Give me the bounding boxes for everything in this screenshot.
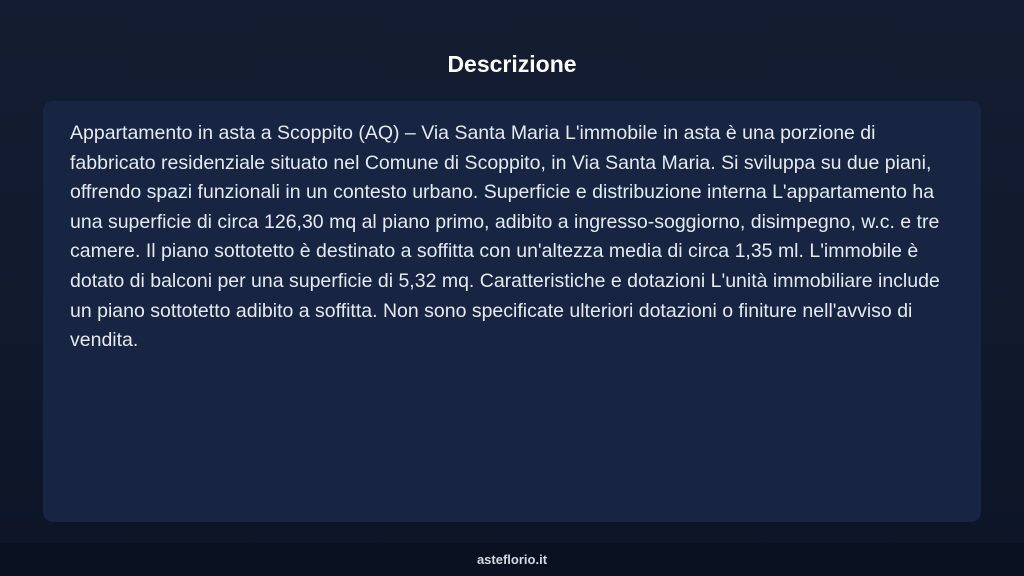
footer-site-label: asteflorio.it xyxy=(476,552,548,567)
description-text: Appartamento in asta a Scoppito (AQ) – Via Santa Maria L'immobile in asta è una porzione di fabbricato residenziale situato nel Comune di Scoppito, in Via Santa Maria. Si sviluppa su due piani, offrendo spazi funzionali in un contesto urbano. Superficie e distribuzione interna L'appartamento ha una superficie di circa 126,30 mq al piano primo, adibito a ingresso-soggiorno, disimpegno, w.c. e tre camere. Il piano sottotetto è destinato a soffitta con un'altezza media di circa 1,35 ml. L'immobile è dotato di balconi per una superficie di 5,32 mq. Caratteristiche e dotazioni L'unità immobiliare include un piano sottotetto adibito a soffitta. Non sono specificate ulteriori dotazioni o finiture nell'avviso di vendita. xyxy=(70,122,940,352)
page-title: Descrizione xyxy=(447,51,577,77)
description-card xyxy=(43,101,981,522)
